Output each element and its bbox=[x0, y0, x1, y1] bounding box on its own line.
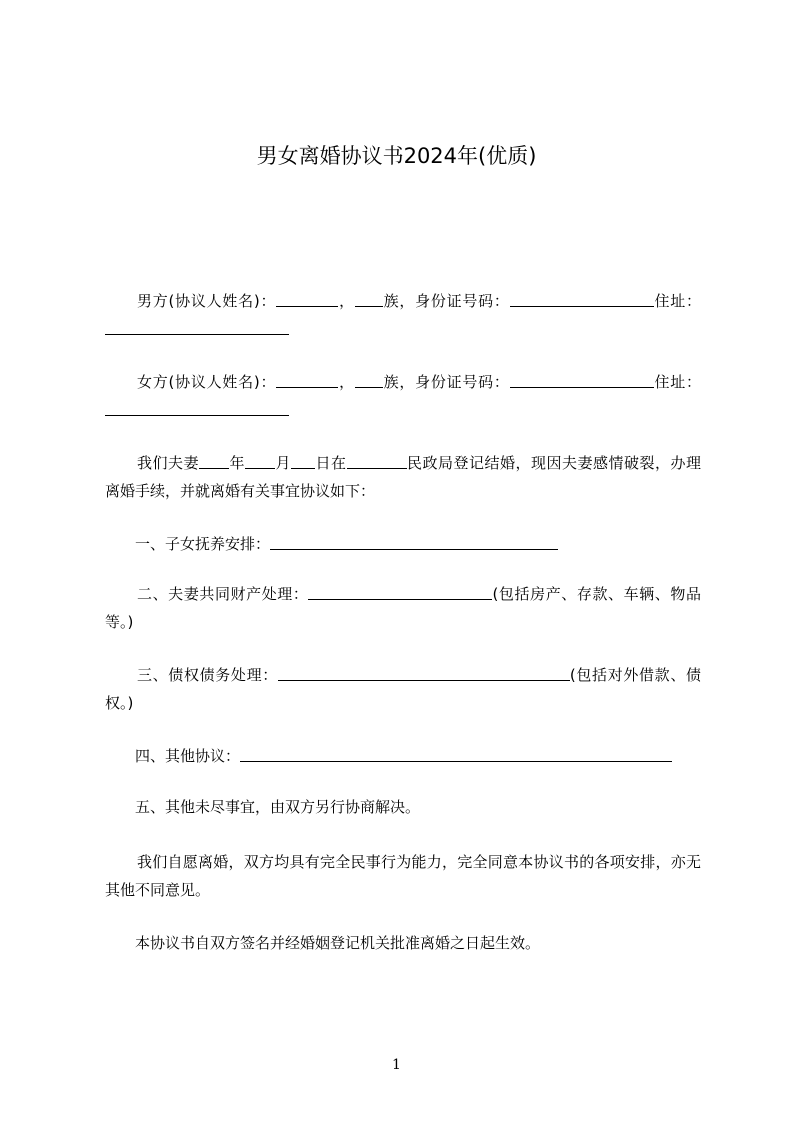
female-party-paragraph: 女方(协议人姓名)： ， 族，身份证号码： 住址： bbox=[105, 368, 701, 424]
item-debts-label: 三、债权债务处理： bbox=[137, 666, 278, 684]
item-property bbox=[105, 580, 701, 636]
item-property-label: 二、夫妻共同财产处理： bbox=[137, 585, 309, 603]
effective-paragraph: 本协议书自双方签名并经婚姻登记机关批准离婚之日起生效。 bbox=[135, 934, 541, 952]
female-name-blank[interactable] bbox=[276, 373, 338, 388]
male-id-blank[interactable] bbox=[510, 292, 654, 307]
female-id-label: 族，身份证号码： bbox=[382, 373, 510, 391]
male-party-paragraph: 男方(协议人姓名)： ， 族，身份证号码： 住址： bbox=[105, 287, 701, 343]
item-debts-note: (包括对外借款、债权。) bbox=[105, 666, 701, 712]
marriage-office-blank[interactable] bbox=[347, 454, 407, 469]
other-agreement-blank[interactable] bbox=[240, 747, 672, 762]
item-property-note: (包括房产、存款、车辆、物品等。) bbox=[105, 585, 701, 631]
female-ethnic-blank[interactable] bbox=[355, 373, 383, 388]
marriage-paragraph: 我们夫妻 年 月 日在 民政局登记结婚，现因夫妻感情破裂，办理离婚手续，并就离婚有关事宜协议如下： bbox=[105, 454, 701, 500]
male-address-label: 住址： bbox=[653, 292, 701, 310]
marriage-month-blank[interactable] bbox=[245, 454, 275, 469]
marriage-year-blank[interactable] bbox=[199, 454, 229, 469]
consent-paragraph: 我们自愿离婚，双方均具有完全民事行为能力，完全同意本协议书的各项安排，亦无其他不同意见。 bbox=[105, 853, 701, 899]
child-custody-blank[interactable] bbox=[270, 535, 558, 550]
page-number: 1 bbox=[392, 1057, 401, 1073]
female-id-blank[interactable] bbox=[510, 373, 654, 388]
item-child-custody-label: 一、子女抚养安排： bbox=[135, 535, 271, 553]
item-other-label: 四、其他协议： bbox=[135, 747, 241, 765]
item-child-custody bbox=[105, 530, 701, 558]
item-other-agreement bbox=[105, 742, 701, 770]
female-name-label: 女方(协议人姓名)： bbox=[137, 373, 277, 391]
marriage-day-blank[interactable] bbox=[291, 454, 315, 469]
female-address-label: 住址： bbox=[653, 373, 701, 391]
male-id-label: 族，身份证号码： bbox=[382, 292, 510, 310]
male-name-blank[interactable] bbox=[276, 292, 338, 307]
male-name-label: 男方(协议人姓名)： bbox=[137, 292, 277, 310]
debts-blank[interactable] bbox=[278, 666, 570, 681]
item-debts bbox=[105, 661, 701, 717]
male-ethnic-blank[interactable] bbox=[355, 292, 383, 307]
item-remaining-matters: 五、其他未尽事宜，由双方另行协商解决。 bbox=[135, 798, 421, 816]
male-address-blank[interactable] bbox=[105, 320, 289, 335]
property-blank[interactable] bbox=[308, 585, 492, 600]
document-title: 男女离婚协议书2024年(优质) bbox=[256, 144, 537, 168]
female-address-blank[interactable] bbox=[105, 401, 289, 416]
